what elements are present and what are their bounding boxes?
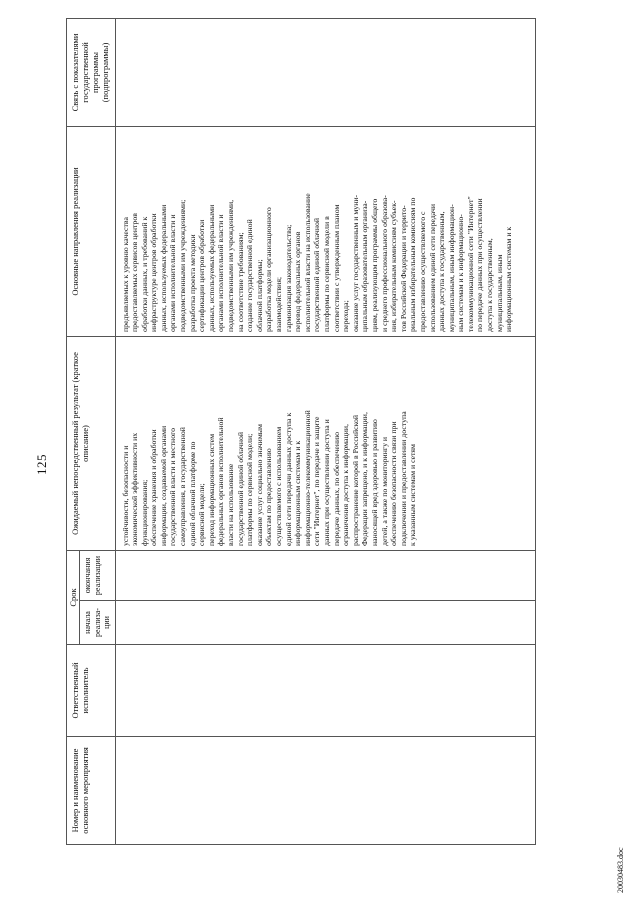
text-line: исполнительной власти на использование [302,193,312,332]
text-line: информационным системам и к [504,226,514,332]
header-executor: Ответственный исполнитель [67,645,116,737]
text-line: сети "Интернет", по передаче и защите [312,416,322,546]
text-line: данных доступа к государственным, [437,211,447,332]
text-line: муниципальным, иным информацион- [446,204,456,332]
text-line: оказание услуг социально значимым [254,424,264,546]
text-line: обеспечение хранения и обработки [149,429,159,546]
text-line: гармонизация законодательства; [283,224,293,332]
text-line: Федерации запрещено, и к информации, [360,412,370,546]
text-line: доступа к государственным, [485,238,495,332]
text-line: сервисной модели; [197,483,207,546]
text-line: оказание услуг государственным и муни- [350,194,360,332]
text-line: данных при осуществлении доступа и [321,419,331,546]
text-line: государственной единой облачной [312,217,322,332]
text-line: сертификации центров обработки [197,219,207,332]
text-line: подведомственными им учреждениями; [178,199,188,332]
cell-measure [115,737,535,845]
text-line: единой облачной платформе по [187,441,197,546]
text-line: функционирования; [139,479,149,546]
text-line: детей, а также по мониторингу и [379,436,389,546]
text-line: органами исполнительной власти и [168,214,178,332]
text-line: переход информационных систем [206,433,216,546]
cell-indicators [115,19,535,127]
text-line: обработки данных, и требований к [139,216,149,332]
header-result: Ожидаемый непосредственный результат (краткое описание) [67,337,116,551]
text-line: соответствии с утвержденным планом [331,204,341,332]
text-line: данных, используемых федеральными [206,204,216,332]
text-line: данных, используемых федеральными [158,204,168,332]
cell-directions [115,127,535,337]
text-line: использованием единой сети передачи [427,203,437,332]
text-line: экономической эффективности их [130,432,140,546]
text-line: по передаче данных при осуществлении [475,198,485,332]
text-line: к указанным системам и сетям [408,444,418,546]
result-text [116,337,418,550]
text-line: предоставляемых сервисов центров [130,213,140,332]
text-line: самоуправления, в государственной [178,427,188,546]
text-line: платформы по сервисной модели; [245,433,255,546]
text-line: перевод федеральных органов [293,231,303,332]
cell-executor [115,645,535,737]
text-line: подведомственными им учреждениями, [226,199,236,332]
text-line: федеральных органов исполнительной [216,417,226,546]
text-line: устойчивости, безопасности и [120,445,130,546]
text-line: платформы по сервисной модели в [321,216,331,332]
header-term-start: начала реализа-ции [80,601,116,645]
text-line: телекоммуникационной сети "Интернет" [465,196,475,332]
text-line: органами исполнительной власти и [216,214,226,332]
text-line: объектам по предоставлению [264,448,274,546]
text-line: предъявляемых к уровню качества [120,217,130,332]
text-line: передаче данных, по обеспечению [331,431,341,546]
measures-table [66,18,536,845]
text-line: перехода; [341,300,351,332]
text-line: инфраструктуре центров обработки [149,213,159,332]
cell-term-end [115,551,535,601]
text-line: ния, избирательным комиссиям субъек- [389,200,399,332]
header-term-end: окончания реализации [80,551,116,601]
text-line: на соответствие требованиям; [235,232,245,332]
text-line: создание государственной единой [245,219,255,332]
text-line: информационным системам и к [293,440,303,546]
cell-term-start [115,601,535,645]
text-line: государственной единой облачной [235,431,245,546]
text-line: тов Российской Федерации и террито- [398,205,408,332]
header-term: Срок [67,551,80,645]
text-line: единой сети передачи данных доступа к [283,412,293,546]
text-line: циям, реализующим программы общего [369,198,379,332]
text-line: информации, создаваемой органами [158,425,168,546]
text-line: муниципальным, иным [494,254,504,332]
text-line: наносящей вред здоровью и развитию [369,419,379,546]
text-line: ограничения доступа к информации, [341,424,351,546]
text-line: государственной власти и местного [168,428,178,546]
header-directions: Основные направления реализации [67,127,116,337]
text-line: подключении и предоставлении доступа [398,411,408,546]
text-line: обеспечению безопасности связи при [389,421,399,546]
cell-result [115,337,535,551]
text-line: предоставлению осуществляемого с [417,211,427,332]
directions-text [116,127,514,336]
text-line: ным системам и к информационно- [456,214,466,332]
page-number: 125 [34,454,49,475]
text-line: власти на использование [226,463,236,546]
text-line: разработка проекта методики [187,234,197,332]
text-line: разработка модели организационного [264,207,274,332]
header-row [67,19,80,845]
header-measure: Номер и наименование основного мероприятия [67,737,116,845]
header-indicators: Связь с показателями государственной программы (подпрограммы) [67,19,116,127]
document-id: 20030483.doc [616,847,625,893]
text-line: осуществляемого с использованием [274,426,283,546]
text-line: и среднего профессионального образова- [379,195,389,332]
text-line: взаимодействия; [274,276,283,332]
table-row [115,19,535,845]
text-line: информационно-телекоммуникационной [302,410,312,546]
text-line: ципальным образовательным организа- [360,200,370,332]
text-line: риальным избирательным комиссиям по [408,197,418,332]
text-line: облачной платформы; [254,259,264,332]
text-line: распространение которой в Российской [350,414,360,546]
